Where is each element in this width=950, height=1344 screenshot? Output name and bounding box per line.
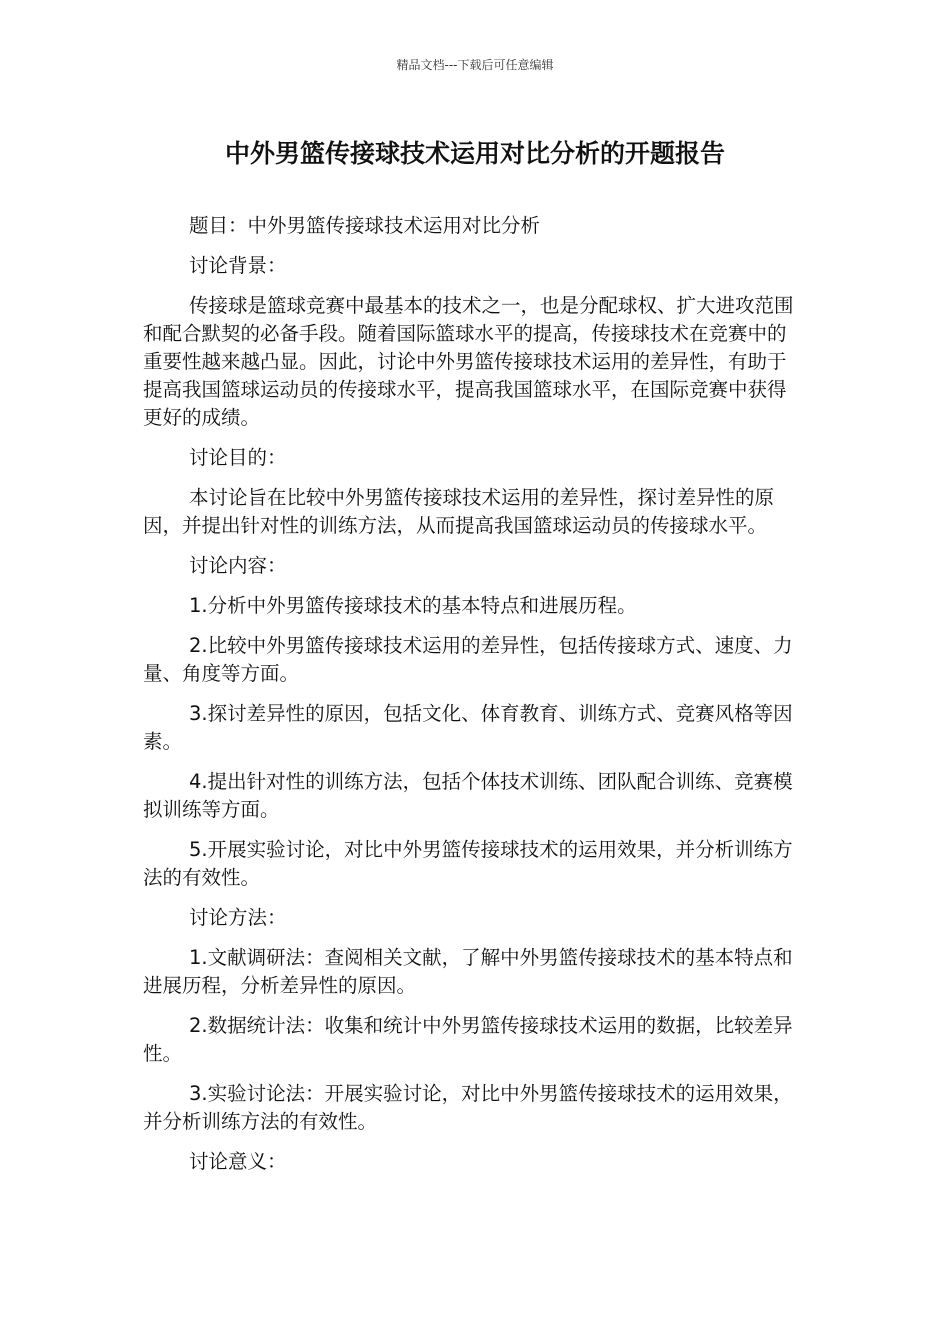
purpose-paragraph: 本讨论旨在比较中外男篮传接球技术运用的差异性，探讨差异性的原因，并提出针对性的训练方法，从而提高我国篮球运动员的传接球水平。: [143, 486, 775, 537]
content-item-1: 1.分析中外男篮传接球技术的基本特点和进展历程。: [189, 594, 637, 617]
document-title: 中外男篮传接球技术运用对比分析的开题报告: [224, 139, 725, 168]
section-heading-significance: 讨论意义：: [189, 1150, 287, 1173]
method-item-3: 3.实验讨论法：开展实验讨论，对比中外男篮传接球技术的运用效果，并分析训练方法的有效性。: [143, 1082, 793, 1133]
section-heading-method: 讨论方法：: [189, 906, 287, 929]
header-note: 精品文档---下载后可任意编辑: [396, 58, 554, 72]
content-item-4: 4.提出针对性的训练方法，包括个体技术训练、团队配合训练、竞赛模拟训练等方面。: [143, 770, 793, 821]
section-heading-background: 讨论背景：: [189, 254, 287, 277]
background-paragraph: 传接球是篮球竞赛中最基本的技术之一，也是分配球权、扩大进攻范围和配合默契的必备手段。随着国际篮球水平的提高，传接球技术在竞赛中的重要性越来越凸显。因此，讨论中外男篮传接球技术运用的差异性，有助于提高我国篮球运动员的传接球水平，提高我国篮球水平，在国际竞赛中获得更好的成绩。: [143, 294, 794, 429]
section-heading-purpose: 讨论目的：: [189, 446, 287, 469]
content-item-5: 5.开展实验讨论，对比中外男篮传接球技术的运用效果，并分析训练方法的有效性。: [143, 838, 793, 889]
section-heading-content: 讨论内容：: [189, 554, 287, 577]
content-item-3: 3.探讨差异性的原因，包括文化、体育教育、训练方式、竞赛风格等因素。: [143, 702, 793, 753]
content-item-2: 2.比较中外男篮传接球技术运用的差异性，包括传接球方式、速度、力量、角度等方面。: [143, 634, 793, 685]
document-body: [143, 212, 795, 1188]
topic-line: 题目：中外男篮传接球技术运用对比分析: [189, 214, 541, 237]
method-item-2: 2.数据统计法：收集和统计中外男篮传接球技术运用的数据，比较差异性。: [143, 1014, 793, 1065]
method-item-1: 1.文献调研法：查阅相关文献，了解中外男篮传接球技术的基本特点和进展历程，分析差异性的原因。: [143, 946, 793, 997]
